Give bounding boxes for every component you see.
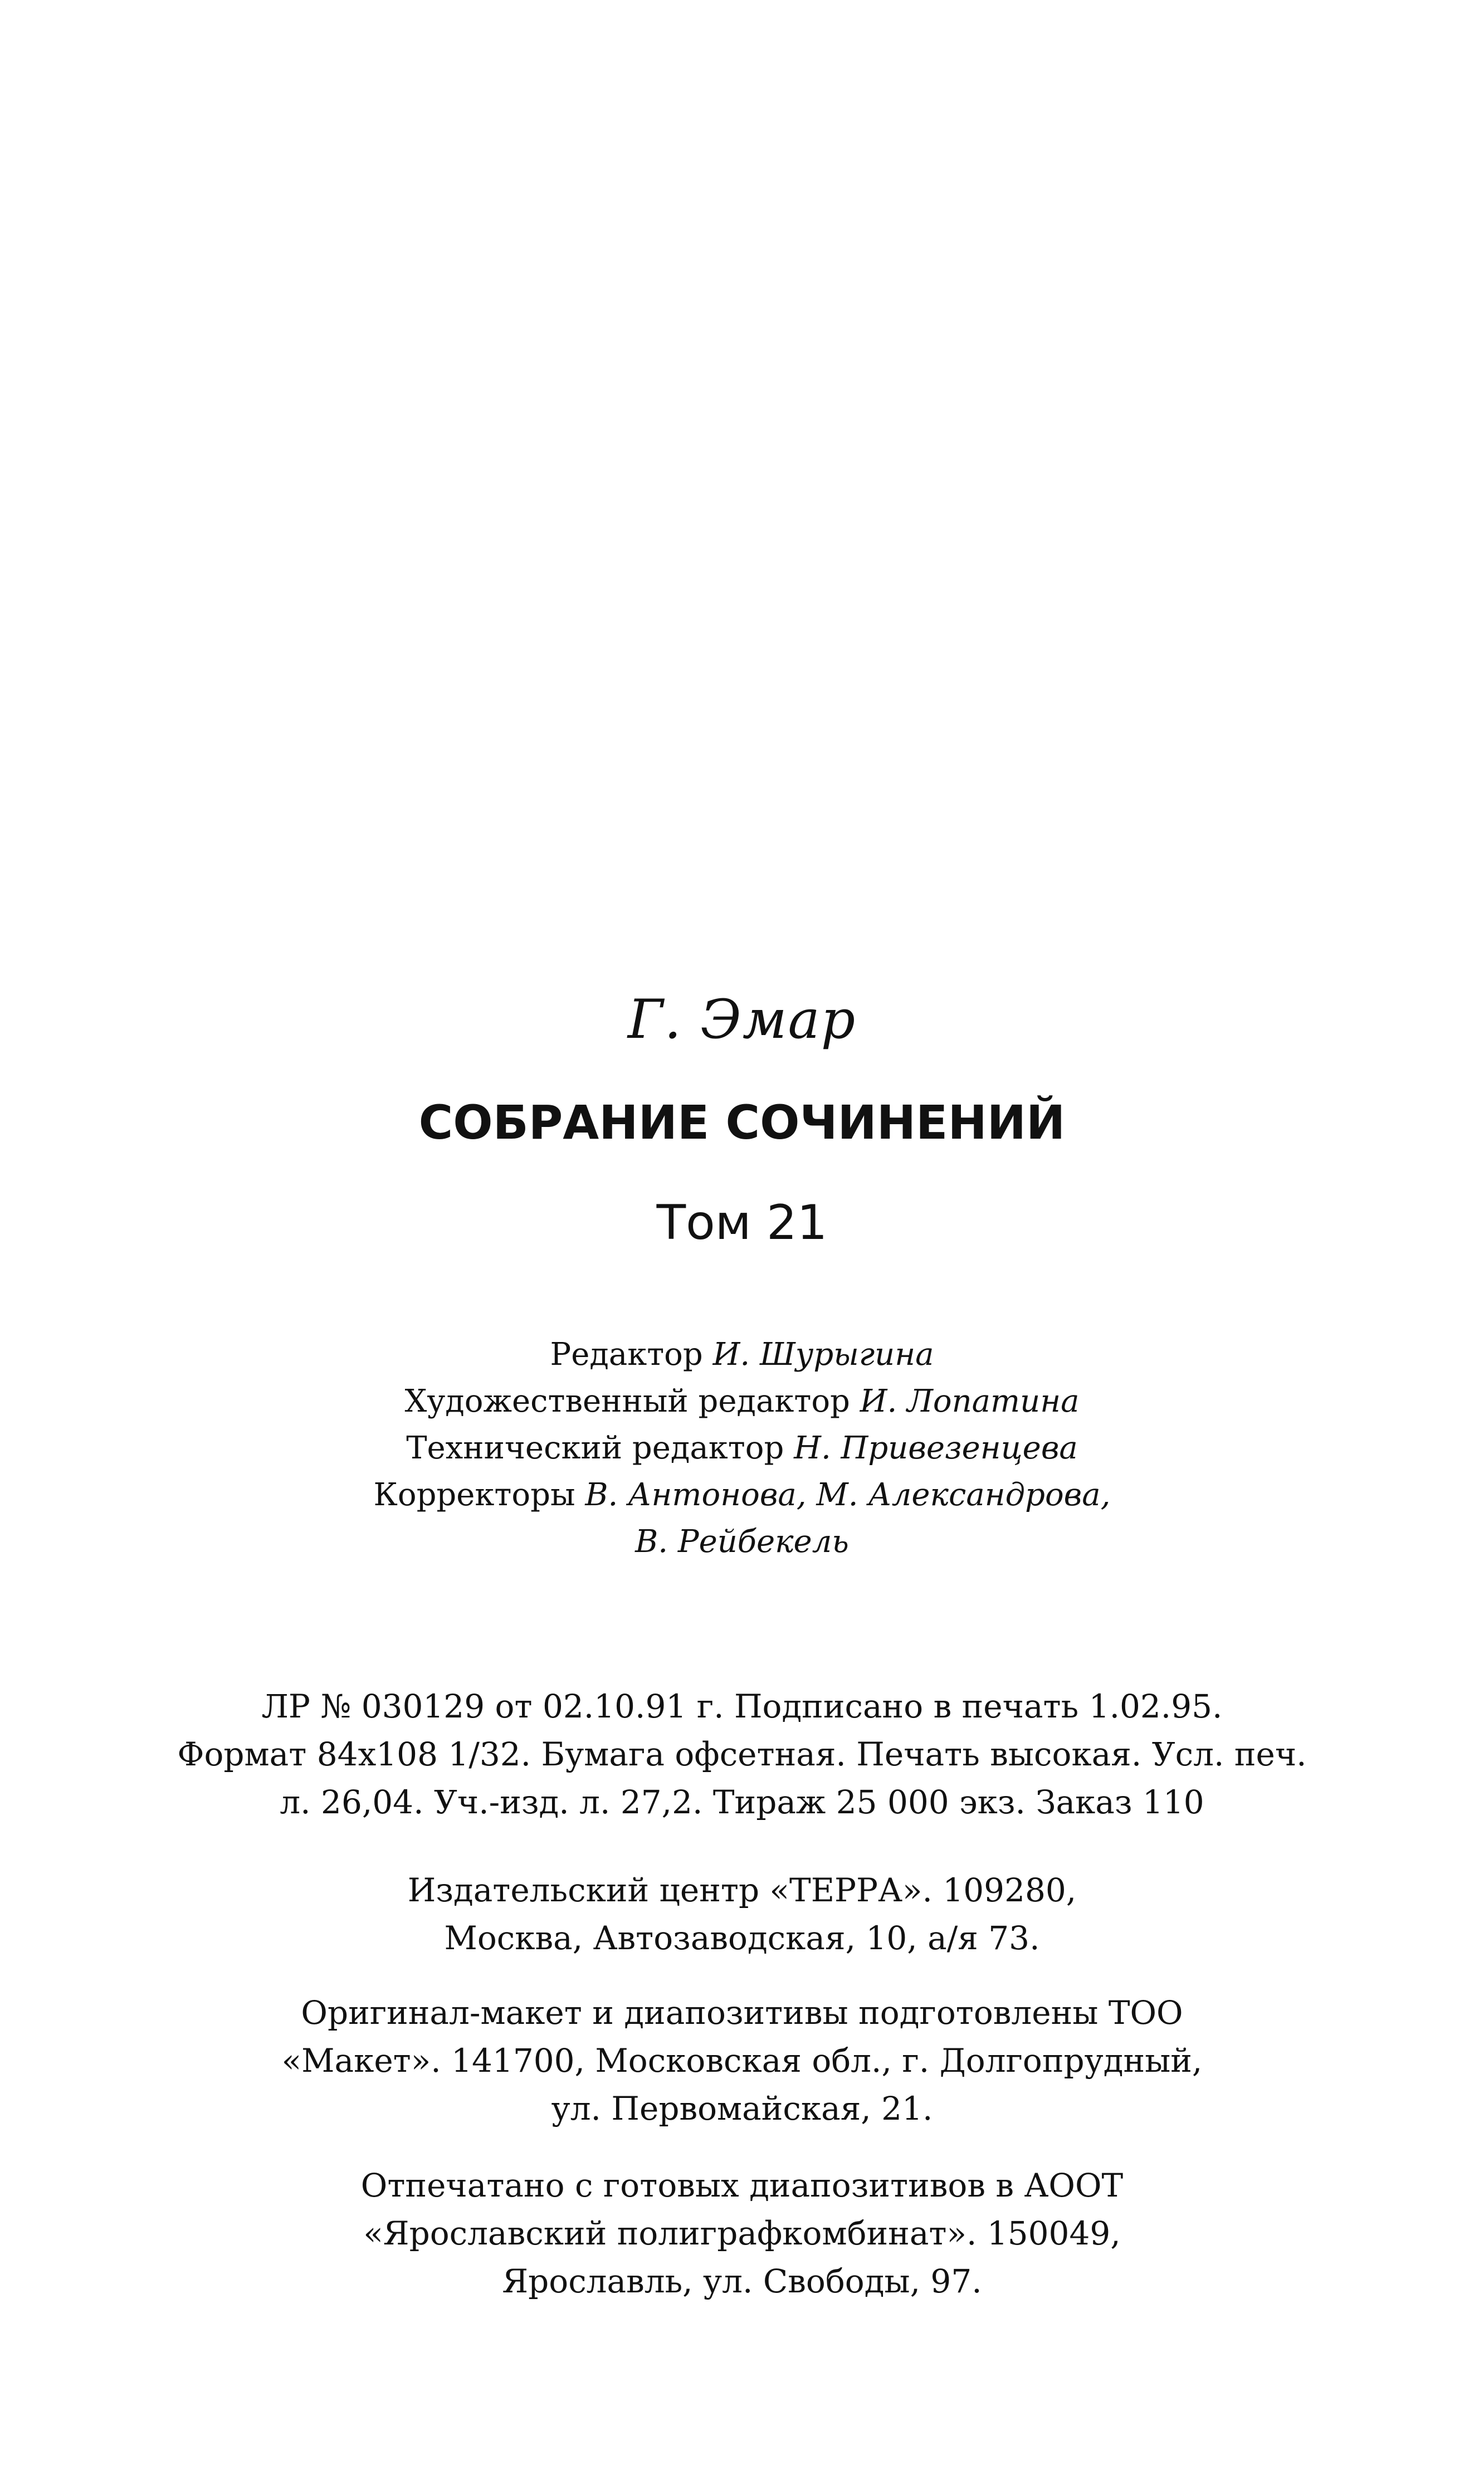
imprint-line: ул. Первомайская, 21.: [551, 2090, 933, 2127]
imprint-line: Формат 84x108 1/32. Бумага офсетная. Печать высокая. Усл. печ.: [177, 1735, 1307, 1773]
credit-names: Н. Привезенцева: [794, 1430, 1078, 1466]
imprint-license-block: [0, 1682, 1484, 1826]
credit-role: Корректоры: [373, 1477, 575, 1513]
volume-number: Том 21: [656, 1195, 828, 1251]
credit-role: Художественный редактор: [404, 1383, 850, 1419]
credit-line-editor: [0, 1331, 1484, 1378]
credit-names: И. Шурыгина: [712, 1336, 934, 1373]
imprint-line: «Макет». 141700, Московская обл., г. Долгопрудный,: [281, 2042, 1203, 2080]
layout-provider-block: [0, 1989, 1484, 2132]
imprint-line: Отпечатано с готовых диапозитивов в АООТ: [360, 2166, 1124, 2204]
credit-line-art-editor: [0, 1378, 1484, 1425]
imprint-line: Москва, Автозаводская, 10, а/я 73.: [444, 1919, 1040, 1957]
imprint-line: л. 26,04. Уч.-изд. л. 27,2. Тираж 25 000 экз. Заказ 110: [280, 1783, 1204, 1821]
author-name: Г. Эмар: [627, 988, 857, 1051]
credit-line-proofreaders: [0, 1472, 1484, 1519]
imprint-line: ЛР № 030129 от 02.10.91 г. Подписано в печать 1.02.95.: [261, 1687, 1223, 1725]
credits-block: [0, 1331, 1484, 1565]
credit-line-proofreaders-cont: [0, 1519, 1484, 1565]
credit-names: В. Антонова, М. Александрова,: [585, 1477, 1111, 1513]
credit-role: Технический редактор: [406, 1430, 784, 1466]
imprint-line: Оригинал-макет и диапозитивы подготовлены ТОО: [301, 1994, 1183, 2032]
collection-title: СОБРАНИЕ СОЧИНЕНИЙ: [418, 1095, 1066, 1150]
credit-role: Редактор: [550, 1336, 703, 1373]
printer-block: [0, 2161, 1484, 2305]
imprint-line: Ярославль, ул. Свободы, 97.: [502, 2262, 982, 2300]
credit-names: И. Лопатина: [860, 1383, 1080, 1419]
publisher-block: [0, 1866, 1484, 1962]
imprint-line: «Ярославский полиграфкомбинат». 150049,: [363, 2214, 1121, 2252]
credit-line-technical-editor: [0, 1425, 1484, 1472]
imprint-line: Издательский центр «ТЕРРА». 109280,: [407, 1871, 1077, 1909]
credit-names: В. Рейбекель: [635, 1524, 849, 1560]
